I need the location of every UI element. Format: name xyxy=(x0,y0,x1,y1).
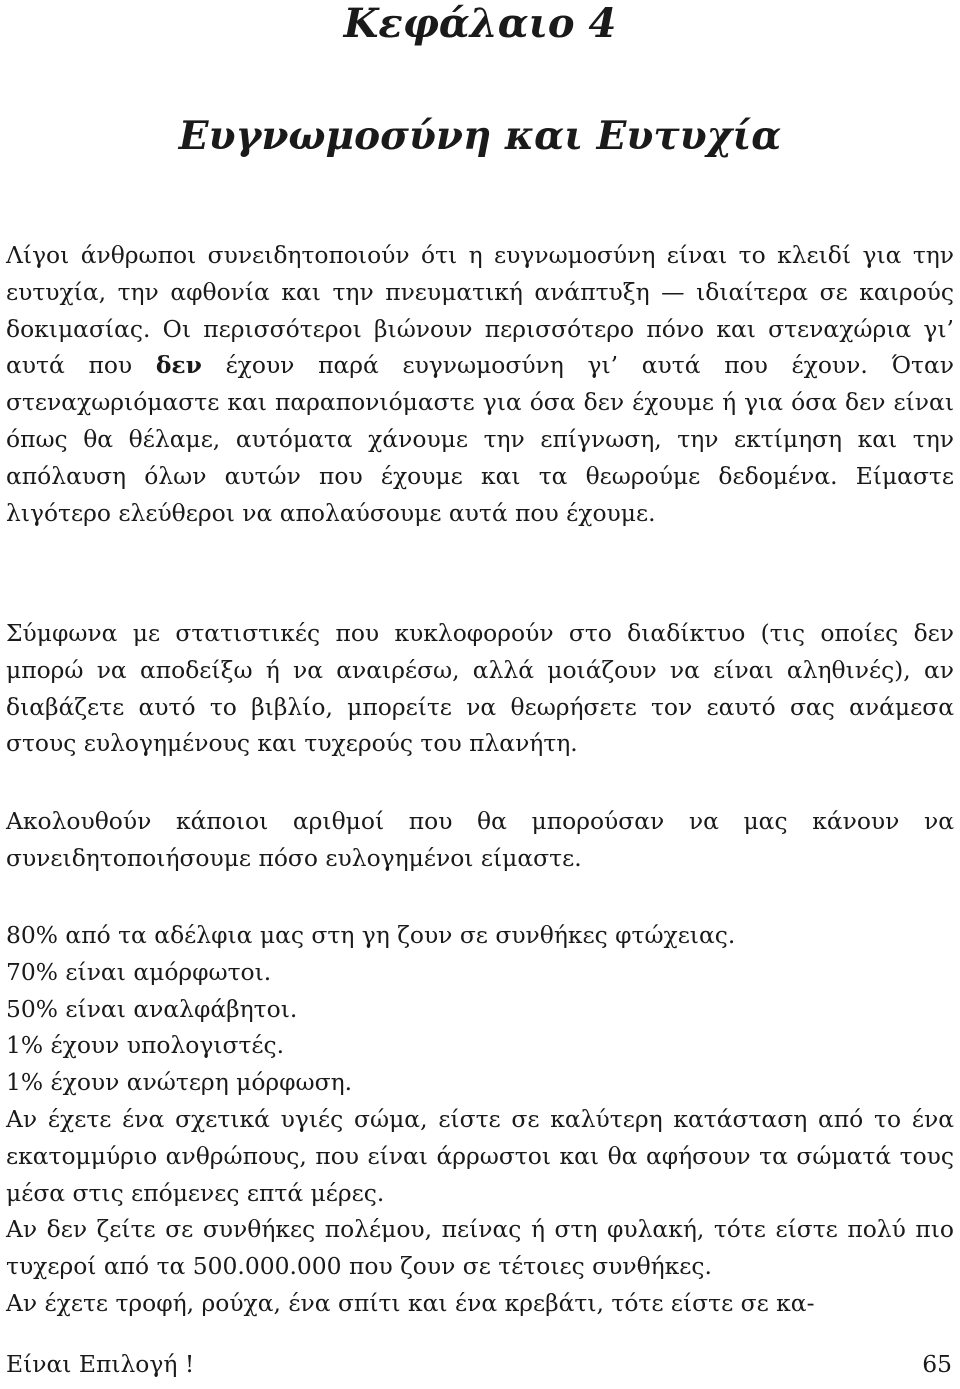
paragraph-numbers-text: Ακολουθούν κάποιοι αριθμοί που θα μπορούσαν να μας κάνουν να συνειδητοποιήσουμε πόσο ευλογημένοι είμαστε. xyxy=(6,807,954,872)
chapter-title: Ευγνωμοσύνη και Ευτυχία xyxy=(178,113,782,159)
running-title: Είναι Επιλογή ! xyxy=(6,1350,195,1378)
closing-paragraph: Αν έχετε τροφή, ρούχα, ένα σπίτι και ένα κρεβάτι, τότε είστε σε κα- xyxy=(6,1288,815,1317)
paragraph-statistics-intro xyxy=(6,615,954,762)
statistics-list xyxy=(6,917,954,1322)
stat-line: 70% είναι αμόρφωτοι. xyxy=(6,957,272,986)
paragraph-intro-part2: έχουν παρά ευγνωμοσύνη γι’ αυτά που έχουν. Όταν στεναχωριόμαστε και παραπονιόμαστε για όσα δεν έχουμε ή για όσα δεν είναι όπως θα θέλαμε, αυτόματα χάνουμε την επίγνωση, την εκτίμηση και την απόλαυση όλων αυτών που έχουμε και τα θεωρούμε δεδομένα. Είμαστε λιγότερο ελεύθεροι να απολαύσουμε αυτά που έχουμε. xyxy=(6,351,954,527)
closing-paragraph: Αν δεν ζείτε σε συνθήκες πολέμου, πείνας ή στη φυλακή, τότε είστε πολύ πιο τυχεροί από τα 500.000.000 που ζουν σε τέτοιες συνθήκες. xyxy=(6,1215,954,1281)
page-number: 65 xyxy=(922,1350,952,1378)
paragraph-statistics-text: Σύμφωνα με στατιστικές που κυκλοφορούν στο διαδίκτυο (τις οποίες δεν μπορώ να αποδείξω ή να αναιρέσω, αλλά μοιάζουν να είναι αληθινές), αν διαβάζετε αυτό το βιβλίο, μπορείτε να θεωρήσετε τον εαυτό σας ανάμεσα στους ευλογημένους και τυχερούς του πλανήτη. xyxy=(6,619,954,758)
stat-line: 1% έχουν ανώτερη μόρφωση. xyxy=(6,1068,353,1097)
paragraph-intro-text xyxy=(6,237,954,531)
paragraph-intro xyxy=(6,237,954,531)
stat-line: 50% είναι αναλφάβητοι. xyxy=(6,994,298,1023)
paragraph-intro-part1: Λίγοι άνθρωποι συνειδητοποιούν ότι η ευγνωμοσύνη είναι το κλειδί για την ευτυχία, την αφθονία και την πνευματική ανάπτυξη — ιδιαίτερα σε καιρούς δοκιμασίας. Οι περισσότεροι βιώνουν περισσότερο πόνο και στεναχώρια γι’ αυτά που xyxy=(6,241,954,380)
stat-line: 80% από τα αδέλφια μας στη γη ζουν σε συνθήκες φτώχειας. xyxy=(6,921,736,949)
stat-line: 1% έχουν υπολογιστές. xyxy=(6,1031,285,1060)
paragraph-numbers-intro xyxy=(6,803,954,877)
chapter-label: Κεφάλαιο 4 xyxy=(343,0,617,47)
closing-paragraph: Αν έχετε ένα σχετικά υγιές σώμα, είστε σε καλύτερη κατάσταση από το ένα εκατομμύριο ανθρώπους, που είναι άρρωστοι και θα αφήσουν τα σώματά τους μέσα στις επόμενες επτά μέρες. xyxy=(6,1104,954,1207)
emphasis-word: δεν xyxy=(155,351,202,380)
